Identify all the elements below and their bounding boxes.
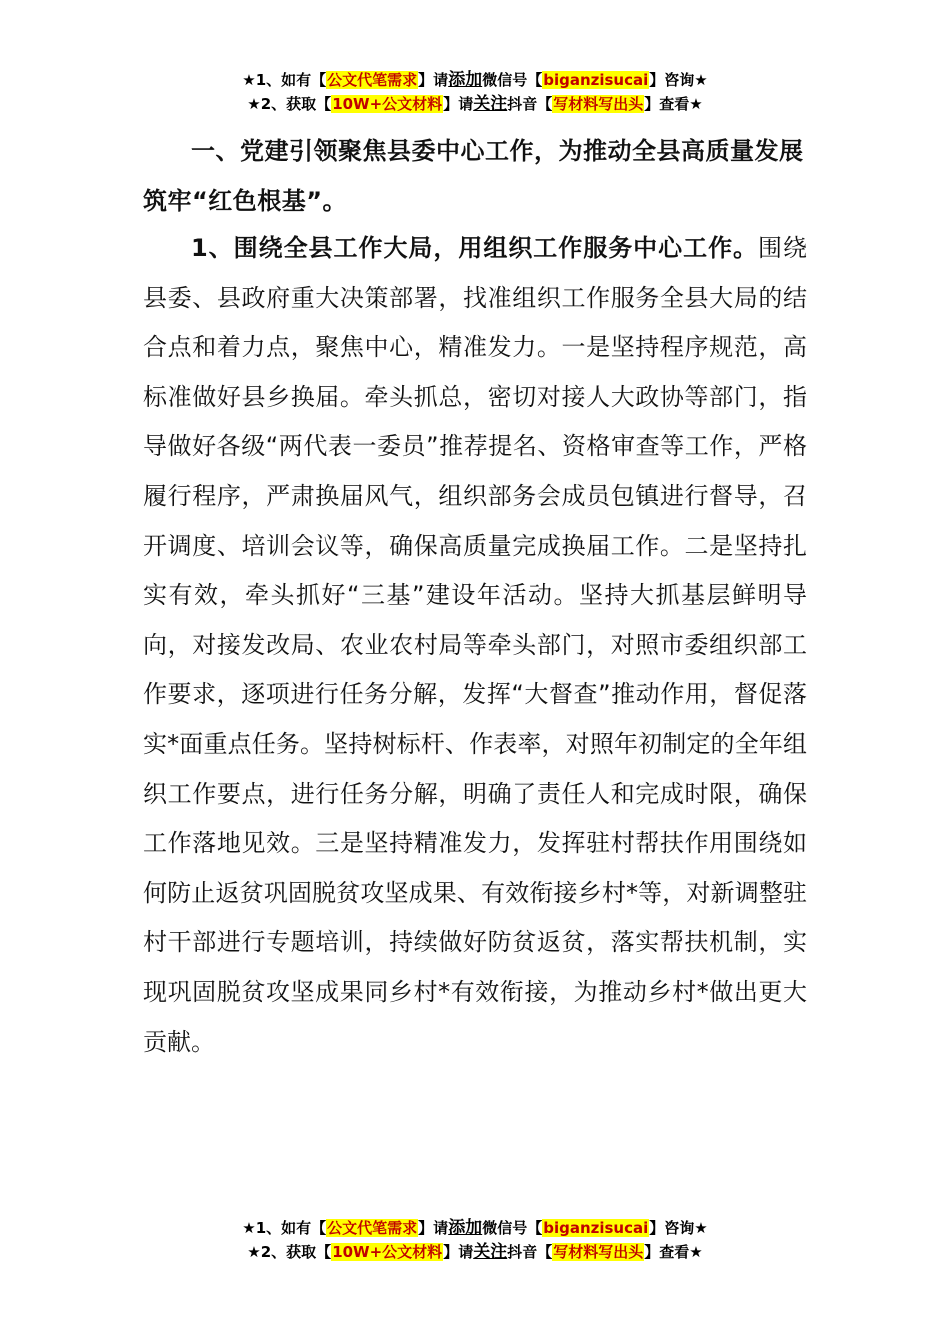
- paragraph-lead: 1、围绕全县工作大局，用组织工作服务中心工作。: [191, 234, 759, 262]
- notice-line-2: ★2、获取【10W+公文材料】请关注抖音【写材料写出头】查看★: [247, 1242, 703, 1262]
- highlight-service: 公文代笔需求: [327, 71, 418, 89]
- header-notice: [0, 68, 950, 116]
- notice-line-1: ★1、如有【公文代笔需求】请添加微信号【biganzisucai】咨询★: [242, 70, 708, 90]
- notice-line-1: ★1、如有【公文代笔需求】请添加微信号【biganzisucai】咨询★: [242, 1218, 708, 1238]
- highlight-wechat-id: biganzisucai: [543, 71, 649, 89]
- notice-line-2: ★2、获取【10W+公文材料】请关注抖音【写材料写出头】查看★: [247, 94, 703, 114]
- underline-text: 添加: [448, 70, 483, 90]
- section-heading: 一、党建引领聚焦县委中心工作，为推动全县高质量发展筑牢“红色根基”。: [143, 137, 804, 215]
- highlight-materials: 10W+公文材料: [332, 95, 443, 113]
- highlight-douyin-id: 写材料写出头: [553, 1243, 644, 1261]
- body-paragraph: [143, 224, 807, 1067]
- underline-text: 关注: [473, 94, 508, 114]
- footer-notice: [0, 1216, 950, 1264]
- underline-text: 添加: [448, 1218, 483, 1238]
- highlight-wechat-id: biganzisucai: [543, 1219, 649, 1237]
- highlight-douyin-id: 写材料写出头: [553, 95, 644, 113]
- paragraph-body: 围绕县委、县政府重大决策部署，找准组织工作服务全县大局的结合点和着力点，聚焦中心，精准发力。一是坚持程序规范，高标准做好县乡换届。牵头抓总，密切对接人大政协等部门，指导做好各级“两代表一委员”推荐提名、资格审查等工作，严格履行程序，严肃换届风气，组织部务会成员包镇进行督导，召开调度、培训会议等，确保高质量完成换届工作。二是坚持扎实有效，牵头抓好“三基”建设年活动。坚持大抓基层鲜明导向，对接发改局、农业农村局等牵头部门，对照市委组织部工作要求，逐项进行任务分解，发挥“大督查”推动作用，督促落实*面重点任务。坚持树标杆、作表率，对照年初制定的全年组织工作要点，进行任务分解，明确了责任人和完成时限，确保工作落地见效。三是坚持精准发力，发挥驻村帮扶作用围绕如何防止返贫巩固脱贫攻坚成果、有效衔接乡村*等，对新调整驻村干部进行专题培训，持续做好防贫返贫，落实帮扶机制，实现巩固脱贫攻坚成果同乡村*有效衔接，为推动乡村*做出更大贡献。: [143, 234, 808, 1056]
- underline-text: 关注: [473, 1242, 508, 1262]
- highlight-materials: 10W+公文材料: [332, 1243, 443, 1261]
- highlight-service: 公文代笔需求: [327, 1219, 418, 1237]
